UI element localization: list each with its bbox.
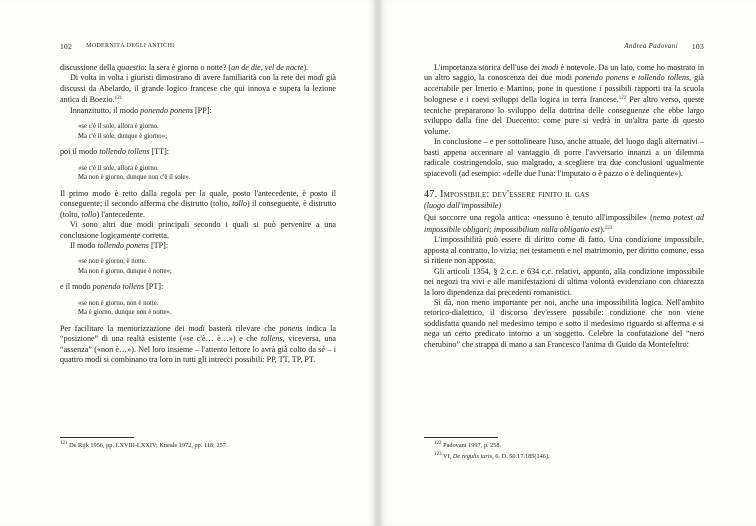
italic-run: tollendo ponens: [97, 240, 149, 250]
paragraph: [424, 267, 704, 298]
text-run: Il modo: [70, 240, 98, 250]
footnote: [434, 440, 704, 451]
text-run: ) il conseguente, è distrutto (tolto,: [60, 199, 337, 219]
text-run: [TT]:: [149, 147, 170, 157]
text-run: , già accertabile per Irnerio e Martino, pone in questione i possibili rapporti tra la scuola bolognese e i coevi sviluppi della logica in terra francese.: [424, 73, 705, 105]
footnote-ref: 123: [604, 225, 613, 231]
text-run: [TP]:: [148, 240, 169, 250]
footnote-ref: 122: [434, 441, 442, 446]
page-number: 102: [60, 41, 73, 51]
running-head: Andrea Padovani: [624, 42, 678, 50]
section-title: Impossibile: dev'essere finito il gas: [440, 188, 590, 200]
paragraph: [60, 220, 336, 241]
quote-line: Ma c'è il sole, dunque è giorno»;: [78, 132, 167, 140]
paragraph: [60, 189, 336, 220]
text-run: Innanzitutto, il modo: [70, 105, 141, 115]
italic-run: tollendo tollens: [99, 147, 150, 157]
running-head: MODERNITÀ DEGLI ANTICHI: [86, 43, 175, 49]
italic-run: tollendo tollens: [638, 73, 690, 83]
text-run: , 6. D. 50.17.185(146).: [492, 452, 550, 460]
text-run: e il modo: [60, 282, 93, 292]
footnote-rule: [60, 437, 134, 438]
paragraph: [60, 147, 336, 157]
italic-run: an de die, vel de nocte: [231, 63, 304, 72]
text-run: Vi sono altri due modi principali secondo i quali si può pervenire a una conclusione logicamente corretta.: [60, 220, 336, 240]
italic-run: tollens: [261, 334, 283, 344]
text-run: ).: [303, 63, 309, 72]
text-run: Per facilitare la memorizzazione dei: [60, 323, 189, 333]
text-run: VI,: [441, 452, 453, 460]
paragraph: [424, 63, 704, 137]
quote-block: [78, 299, 336, 318]
left-page-header: [60, 40, 336, 52]
text-run: De Rijk 1956, pp. LXVIII-LXXIV; Kneale 1972, pp. 118; 257.: [67, 442, 228, 449]
italic-run: ponendo ponens: [574, 73, 629, 83]
right-page-header: [424, 40, 704, 52]
italic-run: tollo: [232, 199, 248, 209]
text-run: Padovani 1997, p. 258.: [441, 442, 502, 449]
left-page-body: [60, 63, 336, 366]
text-run: In conclusione – e per sottolineare l'uso, anche attuale, del luogo dagli alternativi – basti appena accennare al vantaggio di porre l'avversario innanzi a un dilemma radicale costringendolo, suo malgrado, a scegliere tra due conclusioni ugualmente spiacevoli (ad esempio: «delle due l'una: l'imputato o è pazzo o è delinquente»).: [424, 137, 704, 178]
text-run: Di volta in volta i giuristi dimostrano di avere familiarità con la rete dei: [70, 73, 308, 83]
text-run: : la sera è giorno o notte? (: [144, 63, 232, 72]
text-run: Il primo modo è retto dalla regola per la quale, posto l'antecedente, è posto il conseguente; il secondo afferma che distrutto (tolto,: [60, 188, 336, 209]
text-run: L'importanza storica dell'uso dei: [434, 63, 543, 72]
paragraph: [60, 73, 336, 105]
footnote-ref: 123: [434, 451, 442, 457]
quote-line: Ma non è giorno, dunque è notte»;: [78, 267, 172, 275]
paragraph: [60, 241, 336, 251]
italic-run: modi: [307, 73, 324, 83]
paragraph: [424, 137, 704, 179]
text-run: L'impossibilità può essere di diritto come di fatto. Una condizione impossibile, apposta al contratto, lo vizia; nei testamenti e nel matrimonio, per diritto comune, essa si ritiene non apposta.: [424, 235, 704, 266]
text-run: ).: [600, 224, 605, 234]
text-run: discussione della: [60, 63, 118, 72]
text-run: ) l'antecedente.: [96, 209, 146, 219]
italic-run: nemo potest ad impossibile obligari; impossibilium nulla obligatio est: [424, 213, 704, 234]
footnote-ref: 121: [114, 96, 123, 102]
italic-run: ponens: [279, 323, 303, 333]
italic-run: quaestio: [117, 63, 145, 72]
text-run: basterà rilevare che: [204, 323, 280, 333]
text-run: [PP]:: [192, 105, 212, 115]
text-run: [PT]:: [144, 282, 164, 292]
quote-line: «se non è giorno, non è notte.: [78, 299, 159, 307]
quote-line: «se non è giorno, è notte.: [78, 258, 147, 266]
footnote: [60, 440, 336, 451]
text-run: e: [628, 73, 639, 83]
text-run: poi il modo: [60, 147, 100, 157]
footnote-ref: 121: [60, 441, 68, 446]
quote-line: «se c'è il sole, allora è giorno.: [78, 123, 159, 131]
text-run: indica la “posizione” di una realtà esistente («se c'è… è…») e che: [60, 323, 336, 344]
quote-block: [78, 122, 336, 141]
italic-run: tollo: [81, 209, 97, 219]
paragraph: [424, 235, 704, 266]
text-run: Per altro verso, queste tecniche prepararono lo sviluppo della dottrina delle conseguenze che ebbe largo sviluppo dalla fine del Duecento: come pure si vedrà in un'altra parte di questo volume.: [424, 95, 704, 136]
footnote-ref: 122: [618, 96, 627, 102]
section-subtitle: (luogo dall'impossibile): [424, 200, 502, 210]
italic-run: modi: [188, 323, 205, 333]
section-number: 47.: [424, 188, 438, 200]
italic-run: modi: [542, 63, 559, 72]
text-run: è notevole. Da un lato, come ho mostrato in un altro saggio, la conoscenza dei due modi: [424, 63, 704, 83]
paragraph: [424, 213, 704, 235]
text-run: Qui soccorre una regola antica: «nessuno è tenuto all'impossibile» (: [424, 213, 653, 223]
footnotes: [60, 440, 336, 451]
left-page: [0, 0, 376, 526]
right-page-body: [424, 63, 704, 350]
page-number: 103: [691, 41, 704, 51]
text-run: Gli articoli 1354, § 2 c.c. e 634 c.c. relativi, appunto, alla condizione impossibile nei negozi tra vivi e alle manifestazioni di ultima volontà evidenziano con chiarezza la loro dipendenza dai precedenti romanistici.: [424, 266, 704, 297]
quote-line: Ma è giorno, dunque non è notte».: [78, 309, 172, 317]
text-run: Si dà, non meno importante per noi, anche una impossibilità logica. Nell'ambito retorico-dialettico, il discorso dev'essere possibile: condizione che non viene soddisfatta quando nel medesimo tempo e sotto il medesimo riguardo si afferma e si nega un certo predicato intorno a un soggetto. Celebre la confutazione del “nero cherubino” che strappa di mano a san Francesco l'anima di Guido da Montefeltro:: [424, 298, 704, 349]
paragraph: [60, 106, 336, 116]
paragraph: [60, 324, 336, 366]
footnotes: [434, 440, 704, 461]
quote-block: [78, 257, 336, 276]
quote-line: Ma non è giorno, dunque non c'è il sole».: [78, 174, 191, 182]
footnote-rule: [424, 437, 498, 438]
italic-run: ponendo tollens: [92, 282, 145, 292]
quote-block: [78, 164, 336, 183]
quote-line: «se c'è il sole, allora è giorno.: [78, 164, 159, 172]
text-run: già discussi da Abelardo, il grande logico francese che qui innova e supera la lezione antica di Boezio.: [60, 73, 336, 105]
text-run: , viceversa, una “assenza” («non è…»). Nel loro insieme – l'attento lettore lo avrà già colto da sé – i quattro modi si combinano tra loro in tutti gli intrecci possibili: PP, TT, TP, PT.: [60, 334, 337, 365]
paragraph: [60, 282, 336, 292]
italic-run: ponendo ponens: [140, 105, 193, 115]
italic-run: De regulis iuris: [452, 452, 493, 460]
paragraph: [424, 298, 704, 350]
footnote: [434, 451, 704, 462]
right-page: [380, 0, 756, 526]
section-heading: [424, 189, 704, 201]
paragraph: [60, 63, 336, 73]
